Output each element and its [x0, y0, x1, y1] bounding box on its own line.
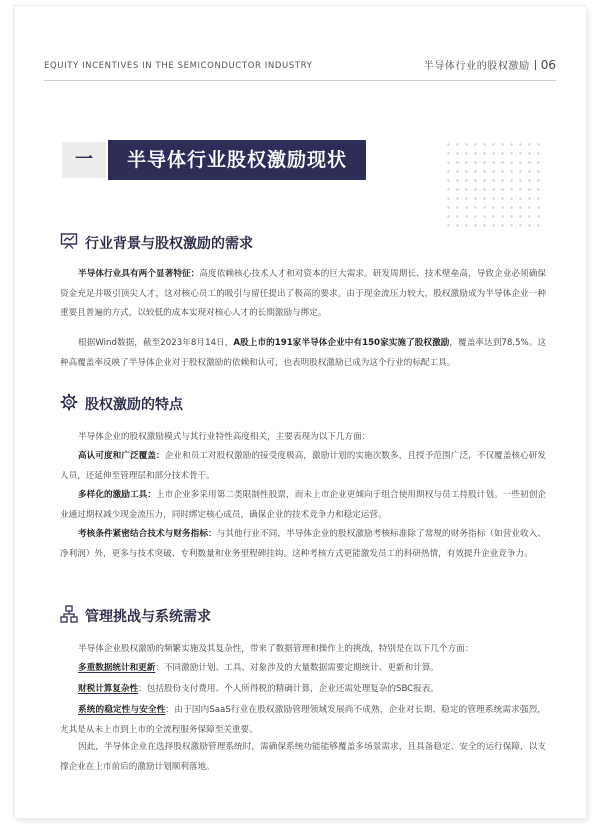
section1-paragraph-1 [60, 265, 546, 324]
page-number: 06 [540, 58, 556, 72]
chapter-number: 一 [62, 142, 106, 178]
header-english-title: EQUITY INCENTIVES IN THE SEMICONDUCTOR INDUSTRY [44, 61, 313, 71]
section3-intro: 半导体企业股权激励的频繁实施及其复杂性，带来了数据管理和操作上的挑战，特别是在以下几个方面： [78, 644, 474, 654]
chapter-title: 半导体行业股权激励现状 [108, 140, 366, 180]
item-body: 企业和员工对股权激励的接受度极高，激励计划的实施次数多，且授予范围广泛，不仅覆盖核心研发人员，还延伸至管理层和部分技术骨干。 [60, 451, 546, 481]
section-title-1: 行业背景与股权激励的需求 [85, 236, 253, 252]
para-body: 高度依赖核心技术人才和对资本的巨大需求。研发周期长、技术壁垒高，导致企业必须确保资金充足并吸引顶尖人才，这对核心员工的吸引与留任提出了极高的要求。由于现金流压力较大，股权激励成为半导体企业一种重要且普遍的方式，以较低的成本实现对核心人才的长期激励与绑定。 [60, 269, 546, 318]
para-highlight: A股上市的191家半导体企业中有150家实施了股权激励 [233, 338, 450, 348]
section3-item-3 [60, 701, 546, 740]
presentation-chart-icon [60, 232, 78, 250]
header-chinese-title: 半导体行业的股权激励 [423, 61, 530, 72]
section2-intro: 半导体企业的股权激励模式与其行业特性高度相关，主要表现为以下几方面： [78, 432, 371, 442]
para-text: 根据Wind数据，截至2023年8月14日， [78, 338, 234, 348]
section1-paragraph-2 [60, 334, 546, 373]
item-lead: 多样化的激励工具： [78, 490, 157, 500]
item-lead: 多重数据统计和更新 [78, 663, 156, 673]
item-lead: 财税计算复杂性 [78, 684, 139, 694]
gear-icon [60, 393, 78, 411]
section3-closing: 因此，半导体企业在选择股权激励管理系统时，需确保系统功能能够覆盖多场景需求，且具备稳定、安全的运行保障，以支撑企业在上市前后的激励计划顺利落地。 [60, 742, 546, 772]
org-chart-icon [60, 605, 78, 623]
item-lead: 高认可度和广泛覆盖： [78, 451, 165, 461]
page-header [44, 57, 556, 77]
item-lead: 系统的稳定性与安全性 [78, 705, 166, 715]
section3-item-2 [60, 680, 546, 700]
item-lead: 考核条件紧密结合技术与财务指标： [78, 529, 217, 539]
para-text: ，覆盖率达到78.5%。这种高覆盖率反映了半导体企业对于股权激励的依赖和认可，也表明股权激励已成为这个行业的标配工具。 [60, 338, 546, 368]
decorative-dot-grid [444, 140, 544, 232]
header-divider [535, 60, 536, 70]
para-lead: 半导体行业具有两个显著特征： [78, 269, 200, 279]
section2-item-3 [60, 525, 546, 564]
section-title-3: 管理挑战与系统需求 [85, 609, 211, 625]
section-title-2: 股权激励的特点 [85, 397, 183, 413]
item-body: 与其他行业不同，半导体企业的股权激励考核标准除了常规的财务指标（如营业收入、净利润）外，更多与技术突破、专利数量和业务里程碑挂钩。这种考核方式更能激发员工的科研热情，有效提升企业竞争力。 [60, 529, 546, 559]
item-body: ：由于国内SaaS行业在股权激励管理领域发展尚不成熟，企业对长期、稳定的管理系统需求强烈，尤其是从未上市到上市的全流程服务保障至关重要。 [60, 705, 546, 735]
item-body: 上市企业多采用第二类限制性股票，而未上市企业更倾向于组合使用期权与员工持股计划。一些初创企业通过期权减少现金流压力，同时绑定核心成员，确保企业的技术竞争力和稳定运营。 [60, 490, 546, 520]
section3-item-1 [60, 659, 546, 679]
item-body: ：包括股份支付费用、个人所得税的精确计算，企业还需处理复杂的SBC报表。 [138, 684, 439, 694]
item-body: ：不同激励计划、工具、对象涉及的大量数据需要定期统计、更新和计算。 [155, 663, 439, 673]
header-chinese-title-group [424, 57, 556, 72]
section2-item-2 [60, 486, 546, 525]
section2-item-1 [60, 447, 546, 486]
header-rule [44, 80, 556, 81]
